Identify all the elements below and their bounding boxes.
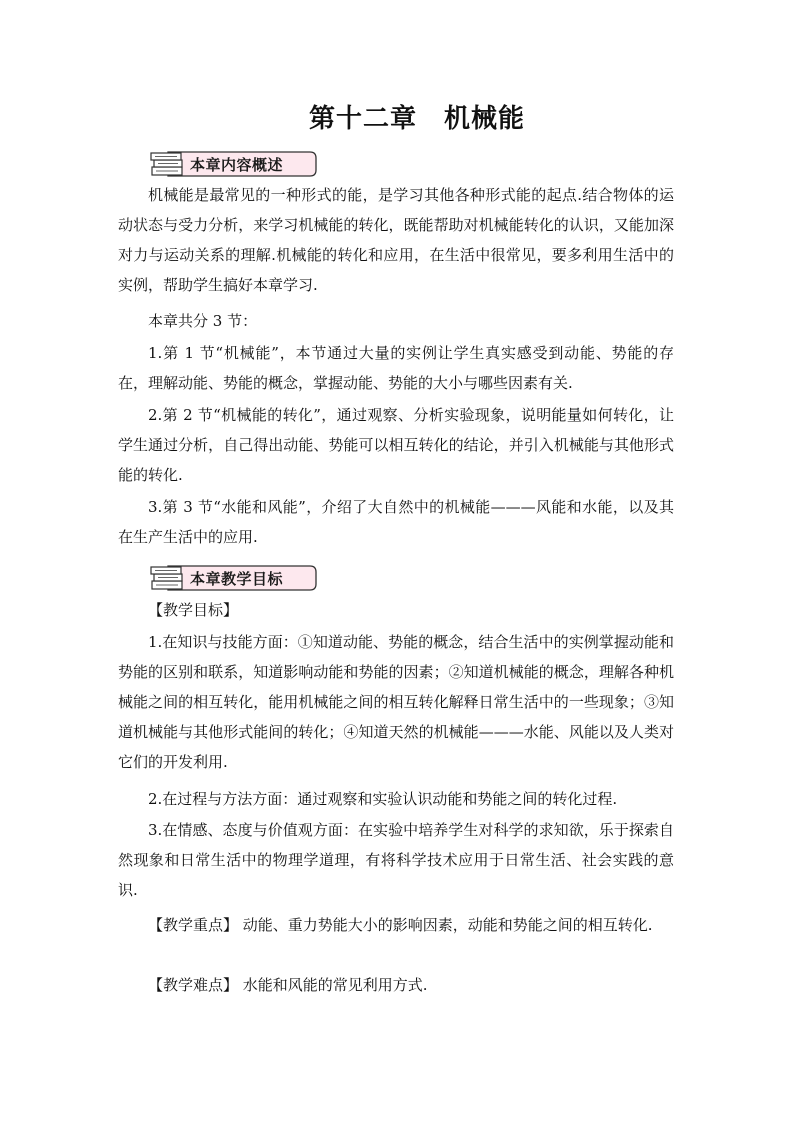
overview-section-1: 1.第 1 节“机械能”，本节通过大量的实例让学生真实感受到动能、势能的存在，理解动能、势能的概念，掌握动能、势能的大小与哪些因素有关. <box>118 344 674 392</box>
page-title: 第十二章 机械能 <box>308 104 525 134</box>
difficulty-label: 【教学难点】 <box>148 976 239 994</box>
section-banner-goals <box>148 563 318 593</box>
section-banner-label: 本章教学目标 <box>190 570 284 588</box>
section-banner-label: 本章内容概述 <box>190 156 284 174</box>
goal-item-2: 2.在过程与方法方面：通过观察和实验认识动能和势能之间的转化过程. <box>148 790 618 808</box>
key-point-text: 动能、重力势能大小的影响因素，动能和势能之间的相互转化. <box>238 916 653 934</box>
difficulty-text: 水能和风能的常见利用方式. <box>238 976 428 994</box>
key-point-label: 【教学重点】 <box>148 916 239 934</box>
key-point <box>118 910 674 940</box>
section-banner-overview <box>148 149 318 179</box>
overview-sections-count: 本章共分 3 节： <box>148 312 258 330</box>
goals-heading: 【教学目标】 <box>148 601 239 619</box>
goal-item-1: 1.在知识与技能方面：①知道动能、势能的概念，结合生活中的实例掌握动能和势能的区别和联系，知道影响动能和势能的因素；②知道机械能的概念，理解各种机械能之间的相互转化，能用机械能之间的相互转化解释日常生活中的一些现象；③知道机械能与其他形式能间的转化；④知道天然的机械能———水能、风能以及人类对它们的开发利用. <box>118 633 674 771</box>
goal-item-3: 3.在情感、态度与价值观方面：在实验中培养学生对科学的求知欲，乐于探索自然现象和日常生活中的物理学道理，有将科学技术应用于日常生活、社会实践的意识. <box>118 821 674 899</box>
overview-section-2: 2.第 2 节“机械能的转化”，通过观察、分析实验现象，说明能量如何转化，让学生通过分析，自己得出动能、势能可以相互转化的结论，并引入机械能与其他形式能的转化. <box>118 406 674 484</box>
difficulty-point <box>118 970 674 1000</box>
overview-section-3: 3.第 3 节“水能和风能”，介绍了大自然中的机械能———风能和水能，以及其在生产生活中的应用. <box>118 498 674 546</box>
overview-paragraph: 机械能是最常见的一种形式的能，是学习其他各种形式能的起点.结合物体的运动状态与受力分析，来学习机械能的转化，既能帮助对机械能转化的认识，又能加深对力与运动关系的理解.机械能的转化和应用，在生活中很常见，要多利用生活中的实例，帮助学生搞好本章学习. <box>118 186 674 294</box>
